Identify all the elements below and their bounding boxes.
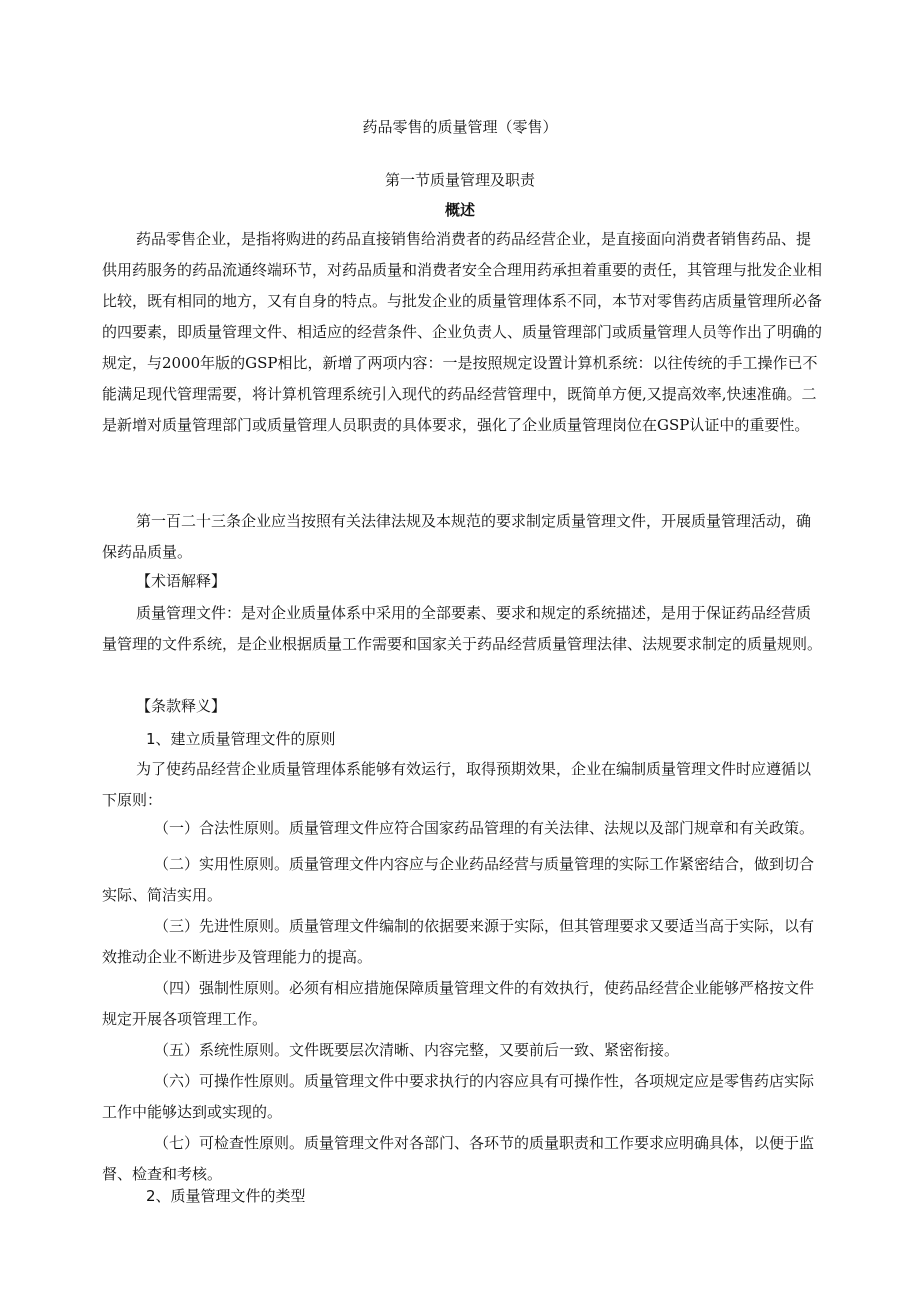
principle-text: （一）合法性原则。质量管理文件应符合国家药品管理的有关法律、法规以及部门规章和有关政策。	[154, 819, 815, 837]
principle-text: （二）实用性原则。质量管理文件内容应与企业药品经营与质量管理的实际工作紧密结合，做到切合实际、简洁实用。	[102, 855, 815, 904]
overview-text: 药品零售企业，是指将购进的药品直接销售给消费者的药品经营企业，是直接面向消费者销售药品、提供用药服务的药品流通终端环节，对药品质量和消费者安全合理用药承担着重要的责任，其管理与批发企业相比较，既有相同的地方，又有自身的特点。与批发企业的质量管理体系不同，本节对零售药店质量管理所必备的四要素，即质量管理文件、相适应的经营条件、企业负责人、质量管理部门或质量管理人员等作出了明确的规定，与2000年版的GSP相比，新增了两项内容：一是按照规定设置计算机系统：以往传统的手工操作已不能满足现代管理需要，将计算机管理系统引入现代的药品经营管理中，既简单方便,又提高效率,快速准确。二是新增对质量管理部门或质量管理人员职责的具体要求，强化了企业质量管理岗位在GSP认证中的重要性。	[102, 230, 823, 434]
principle-item	[102, 813, 822, 844]
subsection-1-block	[102, 724, 822, 755]
subsection-1-intro: 为了使药品经营企业质量管理体系能够有效运行，取得预期效果，企业在编制质量管理文件时应遵循以下原则：	[102, 760, 812, 809]
term-heading-block	[102, 566, 822, 597]
principle-text: （三）先进性原则。质量管理文件编制的依据要来源于实际，但其管理要求又要适当高于实际，以有效推动企业不断进步及管理能力的提高。	[102, 917, 815, 966]
principle-item	[102, 911, 822, 973]
subsection-1-intro-block	[102, 754, 822, 816]
section-title: 第一节质量管理及职责	[384, 171, 535, 189]
subsection-2-heading: 2、质量管理文件的类型	[146, 1187, 306, 1205]
principle-text: （六）可操作性原则。质量管理文件中要求执行的内容应具有可操作性，各项规定应是零售药店实际工作中能够达到或实现的。	[102, 1072, 815, 1121]
clause-heading: 【条款释义】	[136, 697, 227, 715]
term-label: 质量管理文件	[136, 604, 227, 622]
article-text: 第一百二十三条企业应当按照有关法律法规及本规范的要求制定质量管理文件，开展质量管理活动，确保药品质量。	[102, 512, 812, 561]
principle-text: （五）系统性原则。文件既要层次清晰、内容完整，又要前后一致、紧密衔接。	[154, 1041, 680, 1059]
term-definition: ：是对企业质量体系中采用的全部要素、要求和规定的系统描述，是用于保证药品经营质量管理的文件系统，是企业根据质量工作需要和国家关于药品经营质量管理法律、法规要求制定的质量规则。	[102, 604, 823, 653]
document-title: 药品零售的质量管理（零售）	[362, 118, 558, 136]
clause-heading-block	[102, 691, 822, 722]
principle-item	[102, 973, 822, 1035]
principle-item	[102, 1035, 822, 1066]
subsection-2-block	[102, 1181, 822, 1212]
principle-item	[102, 1066, 822, 1128]
subsection-1-heading: 1、建立质量管理文件的原则	[146, 730, 336, 748]
overview-paragraph	[102, 224, 822, 441]
term-paragraph	[102, 598, 822, 660]
principle-text: （四）强制性原则。必须有相应措施保障质量管理文件的有效执行，使药品经营企业能够严格按文件规定开展各项管理工作。	[102, 979, 815, 1028]
principle-item	[102, 849, 822, 911]
overview-heading: 概述	[444, 201, 475, 219]
term-heading: 【术语解释】	[136, 572, 227, 590]
principle-text: （七）可检查性原则。质量管理文件对各部门、各环节的质量职责和工作要求应明确具体，以便于监督、检查和考核。	[102, 1134, 815, 1183]
article-paragraph	[102, 506, 822, 568]
